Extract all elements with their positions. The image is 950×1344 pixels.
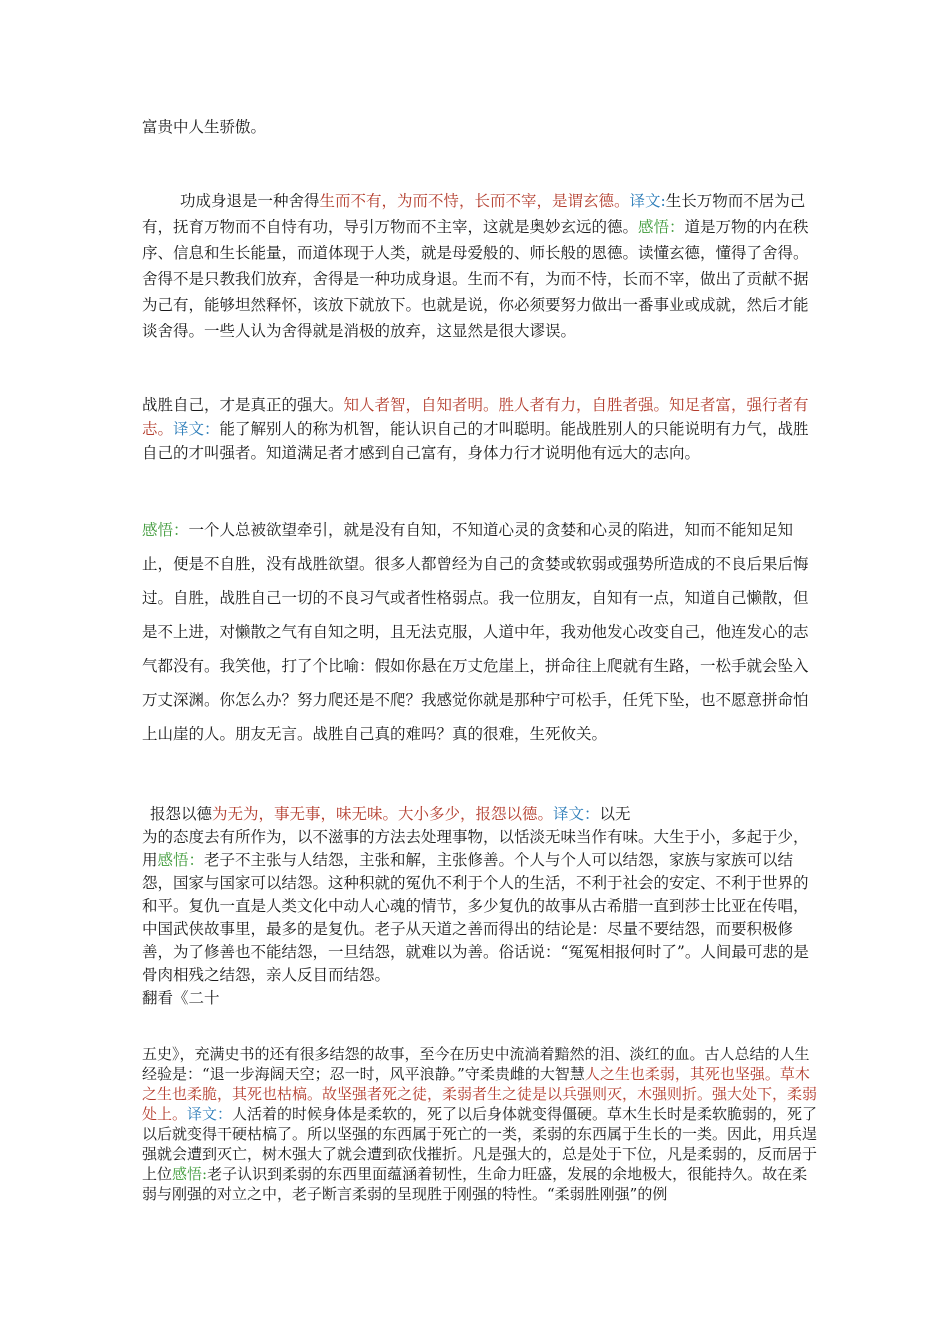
section-baoyuan [142, 803, 818, 1010]
insight-text: 道是万物的内在秩序、信息和生长能量，而道体现于人类，就是母爱般的、师长般的恩德。读懂玄德，懂得了舍得。舍得不是只教我们放弃，舍得是一种功成身退。生而不有，为而不恃，长而不宰，做出了贡献不据为己有，能够坦然释怀，该放下就放下。也就是说，你必须要努力做出一番事业或成就，然后才能谈舍得。一些人认为舍得就是消极的放弃，这显然是很大谬误。 [142, 218, 809, 340]
translation-label: 译文: [629, 192, 666, 210]
section-xuande [142, 188, 818, 344]
classic-quote: 人之生也柔弱，其死也坚强。草木之生也柔脆，其死也枯槁。故坚强者死之徒，柔弱者生之徒是以兵强则灭，木强则折。强大处下，柔弱处上。 [142, 1065, 818, 1123]
classic-quote: 为无为，事无事，味无味。大小多少，报怨以德。 [212, 805, 554, 823]
insight-label: 感悟： [638, 218, 685, 236]
insight-text: 老子不主张与人结怨，主张和解，主张修善。个人与个人可以结怨，家族与家族可以结怨，国家与国家可以结怨。这种积就的冤仇不利于个人的生活，不利于社会的安定、不利于世界的和平。复仇一直是人类文化中动人心魂的情节，多少复仇的故事从古希腊一直到莎士比亚在传唱，中国武侠故事里，最多的是复仇。老子从天道之善而得出的结论是：尽量不要结怨，而要积极修善，为了修善也不能结怨，一旦结怨，就难以为善。俗话说：“冤冤相报何时了”。人间最可悲的是骨肉相残之结怨，亲人反目而结怨。 [142, 851, 809, 984]
translation-text-b: 为的态度去有所作为，以不滋事的方法去处理事物，以恬淡无味当作有味。大生于小，多起于少，用 [142, 828, 809, 869]
translation-text: 能了解别人的称为机智，能认识自己的才叫聪明。能战胜别人的只能说明有力气，战胜自己的才叫强者。知道满足者才感到自己富有，身体力行才说明他有远大的志向。 [142, 420, 809, 462]
translation-label: 译文： [173, 420, 220, 438]
intro-text: 富贵中人生骄傲。 [142, 118, 267, 136]
insight-text: 老子认识到柔弱的东西里面蕴涵着韧性，生命力旺盛，发展的余地极大，很能持久。故在柔弱与刚强的对立之中，老子断言柔弱的呈现胜于刚强的特性。“柔弱胜刚强”的例 [142, 1165, 808, 1203]
translation-label: 译文： [553, 805, 600, 823]
paragraph-intro [142, 114, 818, 140]
section-zisheng-insight [142, 513, 818, 751]
section-lead: 功成身退是一种舍得 [180, 192, 320, 210]
translation-text-a: 以无 [599, 805, 631, 823]
section-text: 五史》，充满史书的还有很多结怨的故事，至今在历史中流淌着黯然的泪、淡红的血。古人总结的人生经验是：“退一步海阔天空；忍一时，风平浪静。”守柔贵雌的大智慧 [142, 1045, 810, 1083]
insight-label: 感悟： [157, 851, 205, 869]
translation-text: 生长万物而不居为己有，抚育万物而不自恃有功，导引万物而不主宰，这就是奥妙玄远的德。 [142, 192, 806, 236]
section-lead: 战胜自己，才是真正的强大。 [142, 396, 344, 414]
classic-quote: 知人者智，自知者明。胜人者有力，自胜者强。知足者富，强行者有志。 [142, 396, 809, 438]
section-zisheng [142, 393, 818, 465]
insight-label: 感悟: [172, 1165, 208, 1183]
section-rouruo [142, 1044, 818, 1204]
section-lead: 报怨以德 [150, 805, 213, 823]
translation-text: 人活着的时候身体是柔软的，死了以后身体就变得僵硬。草木生长时是柔软脆弱的，死了以后就变得干硬枯槁了。所以坚强的东西属于死亡的一类，柔弱的东西属于生长的一类。因此，用兵逞强就会遭到灭亡，树木强大了就会遭到砍伐摧折。凡是强大的，总是处于下位，凡是柔弱的，反而居于上位 [142, 1105, 818, 1183]
insight-label: 感悟： [142, 521, 189, 539]
translation-label: 译文： [187, 1105, 233, 1123]
classic-quote: 生而不有，为而不恃，长而不宰，是谓玄德。 [319, 192, 630, 210]
insight-text: 一个人总被欲望牵引，就是没有自知，不知道心灵的贪婪和心灵的陷进，知而不能知足知止，便是不自胜，没有战胜欲望。很多人都曾经为自己的贪婪或软弱或强势所造成的不良后果后悔过。自胜，战胜自己一切的不良习气或者性格弱点。我一位朋友，自知有一点，知道自己懒散，但是不上进，对懒散之气有自知之明，且无法克服，人道中年，我劝他发心改变自己，他连发心的志气都没有。我笑他，打了个比喻：假如你悬在万丈危崖上，拼命往上爬就有生路，一松手就会坠入万丈深渊。你怎么办？努力爬还是不爬？我感觉你就是那种宁可松手，任凭下坠，也不愿意拼命怕上山崖的人。朋友无言。战胜自己真的难吗？真的很难，生死攸关。 [142, 521, 809, 743]
section-tail: 翻看《二十 [142, 989, 220, 1007]
